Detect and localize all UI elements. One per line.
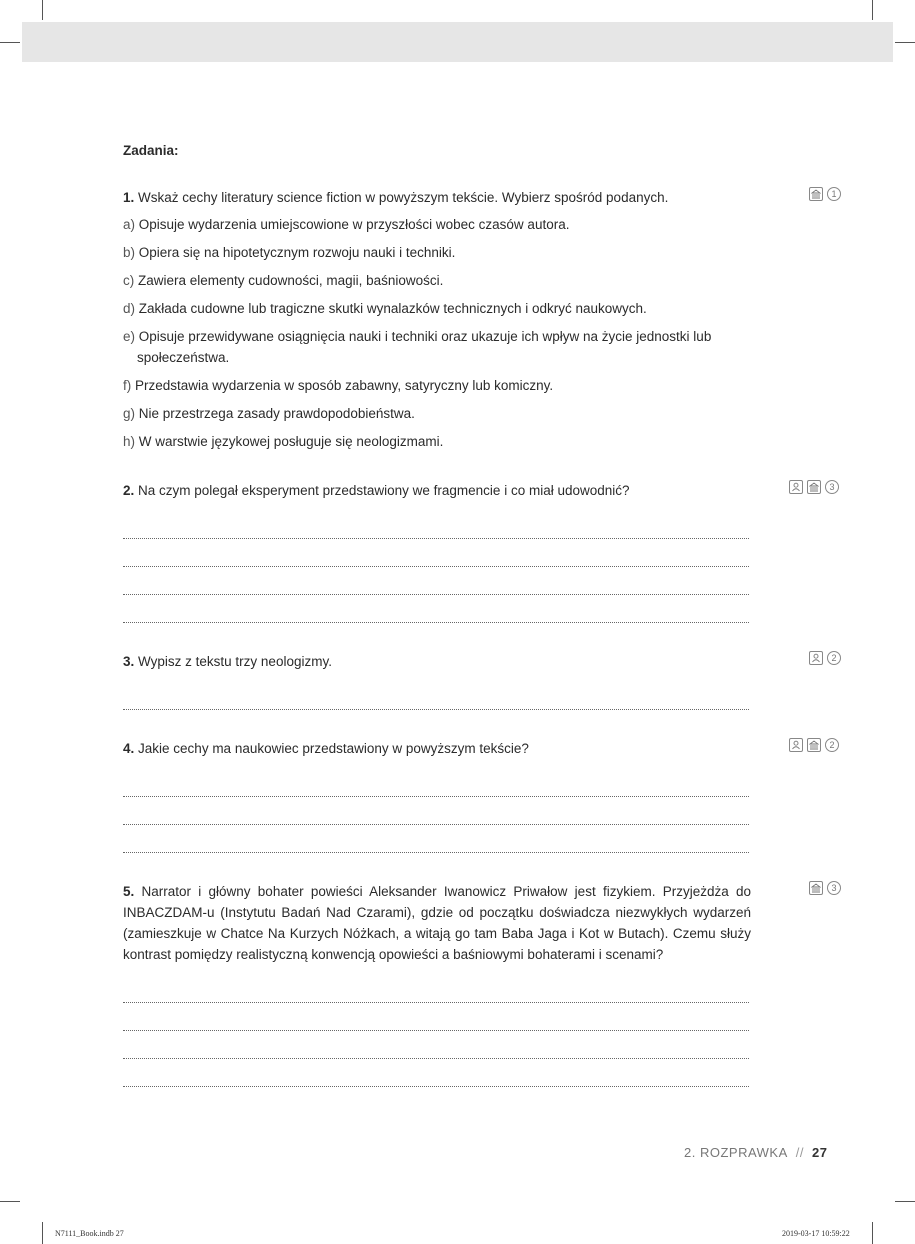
print-slug-file: N7111_Book.indb 27 — [55, 1229, 124, 1238]
header-band — [22, 22, 893, 62]
option-item[interactable]: e) Opisuje przewidywane osiągnięcia nauki i techniki oraz ukazuje ich wpływ na życie jednostki lub społeczeństwa. — [123, 329, 712, 365]
task-3 — [123, 651, 837, 710]
footer-separator: // — [795, 1145, 804, 1160]
answer-lines — [123, 975, 763, 1087]
person-icon — [809, 651, 823, 665]
answer-line[interactable] — [123, 595, 749, 623]
answer-line[interactable] — [123, 511, 749, 539]
task-icons — [809, 881, 841, 895]
task-question: Jakie cechy ma naukowiec przedstawiony w powyższym tekście? — [138, 741, 529, 756]
task-question: Na czym polegał eksperyment przedstawiony we fragmencie i co miał udowodnić? — [138, 483, 630, 498]
task-2 — [123, 480, 835, 623]
task-number: 4. — [123, 741, 135, 756]
answer-lines — [123, 682, 763, 710]
task-number: 5. — [123, 884, 135, 899]
answer-line[interactable] — [123, 567, 749, 595]
bank-icon — [807, 480, 821, 494]
bank-icon — [809, 881, 823, 895]
task-icons — [789, 738, 839, 752]
answer-line[interactable] — [123, 1003, 749, 1031]
task-question: Narrator i główny bohater powieści Aleksander Iwanowicz Priwałow jest fizykiem. Przyjeżdża do INBACZDAM-u (Instytutu Badań Nad Czarami), gdzie od początku doświadcza niezwykłych wydarzeń (zamieszkuje w Chatce Na Kurzych Nóżkach, a witają go tam Baba Jaga i Kot w Butach). Czemu służy kontrast pomiędzy realistyczną konwencją opowieści a baśniowymi bohaterami i scenami? — [123, 884, 751, 962]
person-icon — [789, 480, 803, 494]
answer-line[interactable] — [123, 797, 749, 825]
option-item[interactable]: c) Zawiera elementy cudowności, magii, baśniowości. — [123, 273, 444, 288]
crop-mark — [872, 0, 873, 20]
difficulty-level-icon: 3 — [825, 480, 839, 494]
option-item[interactable]: d) Zakłada cudowne lub tragiczne skutki wynalazków technicznych i odkryć naukowych. — [123, 301, 647, 316]
difficulty-level-icon: 2 — [827, 651, 841, 665]
task-number: 2. — [123, 483, 135, 498]
crop-mark — [872, 1222, 873, 1244]
answer-line[interactable] — [123, 769, 749, 797]
person-icon — [789, 738, 803, 752]
option-item[interactable]: f) Przedstawia wydarzenia w sposób zabawny, satyryczny lub komiczny. — [123, 378, 554, 393]
task-icons — [789, 480, 839, 494]
task-icons — [809, 187, 841, 201]
crop-mark — [0, 42, 20, 43]
task-4 — [123, 738, 835, 853]
print-slug-timestamp: 2019-03-17 10:59:22 — [782, 1229, 850, 1238]
answer-line[interactable] — [123, 1059, 749, 1087]
task-icons — [809, 651, 841, 665]
difficulty-level-icon: 2 — [825, 738, 839, 752]
answer-lines — [123, 511, 763, 623]
option-item[interactable]: b) Opiera się na hipotetycznym rozwoju nauki i techniki. — [123, 245, 456, 260]
answer-line[interactable] — [123, 825, 749, 853]
task-number: 1. — [123, 190, 135, 205]
difficulty-level-icon: 1 — [827, 187, 841, 201]
option-list — [123, 214, 763, 452]
option-item[interactable]: a) Opisuje wydarzenia umiejscowione w przyszłości wobec czasów autora. — [123, 217, 570, 232]
answer-line[interactable] — [123, 975, 749, 1003]
tasks-heading: Zadania: — [123, 143, 179, 158]
difficulty-level-icon: 3 — [827, 881, 841, 895]
crop-mark — [895, 1201, 915, 1202]
bank-icon — [807, 738, 821, 752]
answer-line[interactable] — [123, 1031, 749, 1059]
option-item[interactable]: g) Nie przestrzega zasady prawdopodobieństwa. — [123, 406, 415, 421]
crop-mark — [42, 0, 43, 20]
page-footer — [684, 1145, 827, 1160]
crop-mark — [0, 1201, 20, 1202]
task-question: Wypisz z tekstu trzy neologizmy. — [138, 654, 332, 669]
task-1 — [123, 187, 837, 452]
task-question: Wskaż cechy literatury science fiction w powyższym tekście. Wybierz spośród podanych. — [138, 190, 669, 205]
crop-mark — [895, 42, 915, 43]
answer-line[interactable] — [123, 539, 749, 567]
page-number: 27 — [812, 1145, 828, 1160]
answer-lines — [123, 769, 763, 853]
crop-mark — [42, 1222, 43, 1244]
task-5 — [123, 881, 837, 1087]
task-number: 3. — [123, 654, 135, 669]
answer-line[interactable] — [123, 682, 749, 710]
option-item[interactable]: h) W warstwie językowej posługuje się neologizmami. — [123, 434, 444, 449]
section-title: 2. ROZPRAWKA — [684, 1145, 788, 1160]
task-content — [123, 140, 837, 1087]
bank-icon — [809, 187, 823, 201]
